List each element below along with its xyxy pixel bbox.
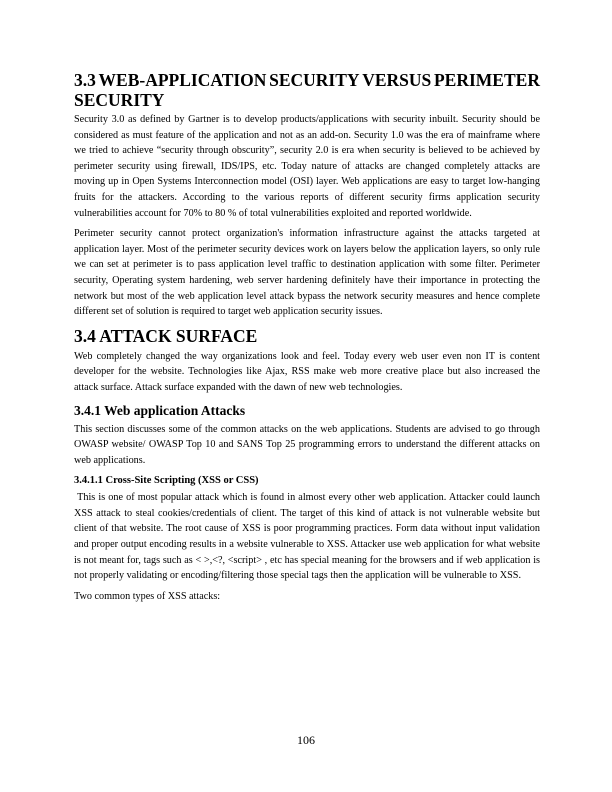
section-3-4-1-heading: 3.4.1 Web application Attacks <box>74 402 246 418</box>
paragraph: Two common types of XSS attacks: <box>74 590 221 602</box>
page-content <box>74 70 543 609</box>
paragraph: This is one of most popular attack which is found in almost every other web application. Attacker could launch XSS attack to steal cookies/credentials of client. The target of this kind of attack is not vulnerable website but client of that website. The root cause of XSS is poor programming practices. Form data without input validation and proper output encoding results in a website vulnerable to XSS. Attacker use web application for what website is not meant for, tags such as < >,<?, <script> , etc has special meaning for the browsers and if web application is not properly validating or encoding/filtering those special tags then the application will be vulnerable to XSS. <box>74 492 543 582</box>
section-3-4-1-1-heading: 3.4.1.1 Cross-Site Scripting (XSS or CSS) <box>74 475 259 487</box>
heading-word: WEB-APPLICATION <box>98 70 267 90</box>
heading-word: VERSUS <box>362 70 432 90</box>
section-3-4-heading: 3.4 ATTACK SURFACE <box>74 325 258 346</box>
paragraph: This section discusses some of the common attacks on the web applications. Students are advised to go through OWASP website/ OWASP Top 10 and SANS Top 25 programming errors to understand the different attacks on web applications. <box>74 423 540 466</box>
section-3-3-heading-line1 <box>74 70 540 90</box>
paragraph: Perimeter security cannot protect organization's information infrastructure against the attacks targeted at application layer. Most of the perimeter security devices work on layers below the application layers, so only rule we can set at perimeter is to pass application level traffic to destination application with some filter. Perimeter security, Operating system hardening, web server hardening definitely have their importance in protecting the network but most of the web application level attack bypass the network security measures and hence complete different set of solution is required to target web application security issues. <box>74 228 540 318</box>
section-3-3-heading-line2: SECURITY <box>74 90 165 110</box>
paragraph: Security 3.0 as defined by Gartner is to develop products/applications with security inbuilt. Security should be considered as must feature of the application and not as an add-on. Security 1.0 was the era of mainframe where we tried to achieve “security through obscurity”, security 2.0 is era when security is believed to be achieved by perimeter security using firewall, IDS/IPS, etc. Today nature of attacks are changed completely attacks are moving up in Open Systems Interconnection model (OSI) layer. Web applications are easy to target low-hanging fruits for the attackers. According to the various reports of different security firms application security vulnerabilities account for 70% to 80 % of total vulnerabilities exploited and reported worldwide. <box>74 114 540 219</box>
heading-word: PERIMETER <box>433 70 540 90</box>
page-number: 106 <box>297 733 315 747</box>
heading-word: 3.3 <box>74 70 96 90</box>
heading-word: SECURITY <box>269 70 360 90</box>
paragraph: Web completely changed the way organizations look and feel. Today every web user even non IT is content developer for the website. Technologies like Ajax, RSS make web more creative place but also increased the attack surface. Attack surface expanded with the dawn of new web technologies. <box>74 350 540 393</box>
